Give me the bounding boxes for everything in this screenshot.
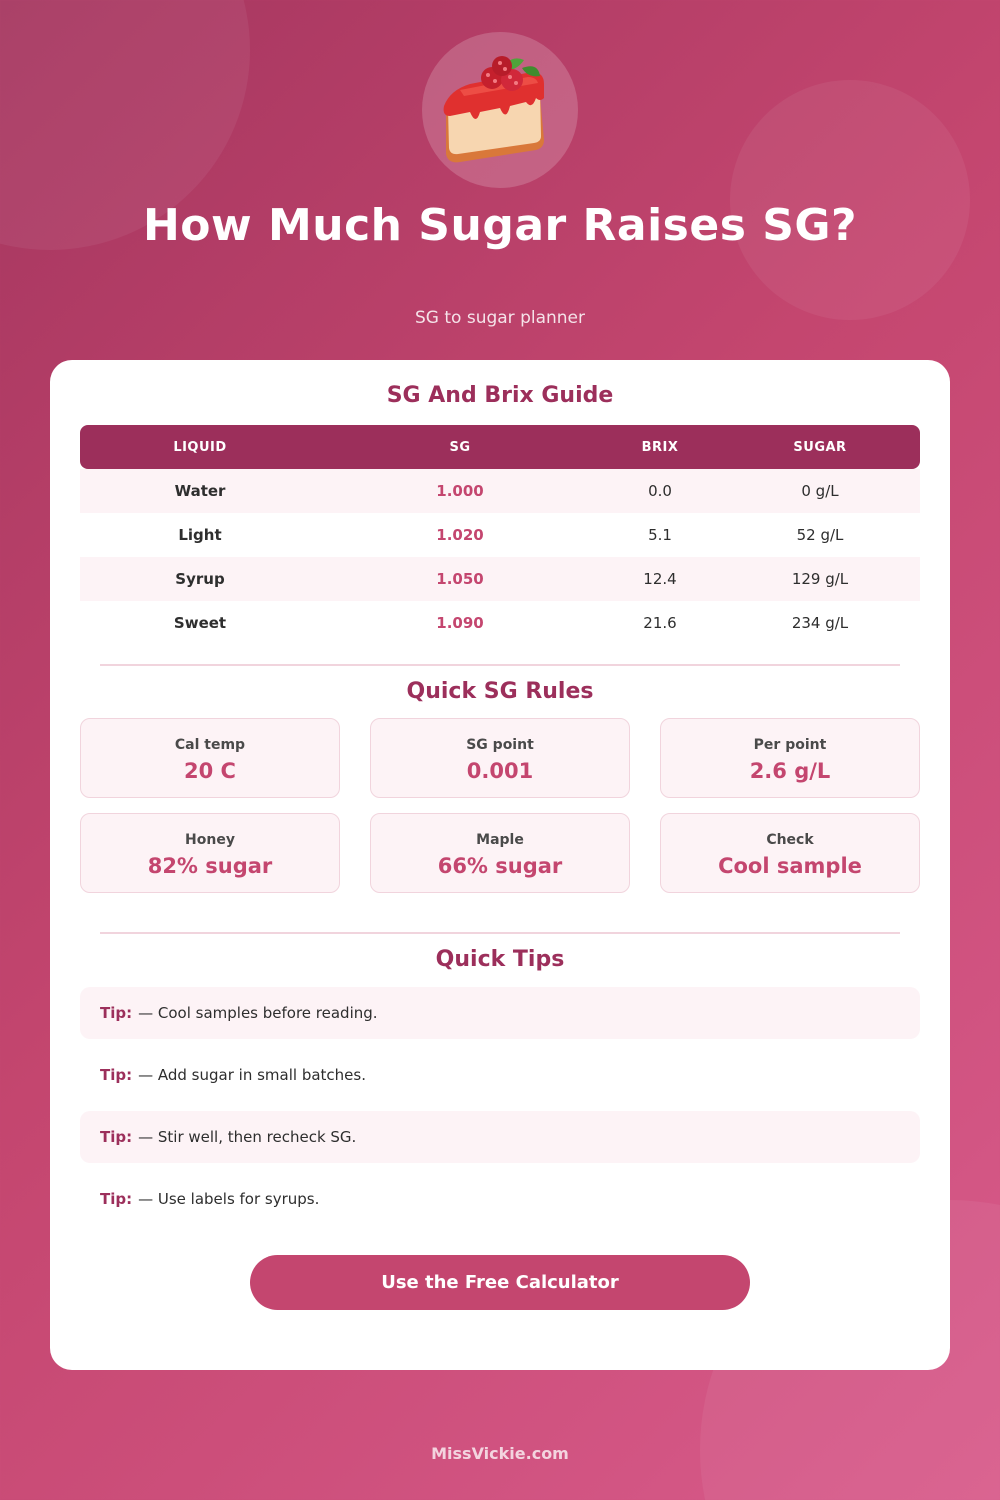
- page-title: How Much Sugar Raises SG?: [142, 200, 858, 251]
- rule-value: 82% sugar: [147, 854, 273, 878]
- rule-label: Per point: [753, 737, 827, 753]
- cell-brix: 0.0: [648, 482, 672, 500]
- cell-brix: 5.1: [648, 526, 672, 544]
- column-header-sugar: SUGAR: [793, 439, 847, 455]
- rule-label: Check: [766, 832, 814, 848]
- cell-liquid: Sweet: [173, 614, 227, 632]
- column-header-liquid: LIQUID: [173, 439, 227, 455]
- cheesecake-icon: [422, 32, 578, 188]
- tip-text: — Add sugar in small batches.: [138, 1066, 366, 1084]
- sg-brix-table: [80, 425, 920, 645]
- cell-sugar: 129 g/L: [791, 570, 849, 588]
- tip-prefix: Tip:: [100, 1190, 133, 1208]
- cell-sg: 1.090: [436, 614, 484, 632]
- tip-text: — Use labels for syrups.: [138, 1190, 320, 1208]
- rule-card: [660, 718, 920, 798]
- tip-text: — Cool samples before reading.: [138, 1004, 378, 1022]
- table-row: [80, 469, 920, 513]
- cell-brix: 21.6: [643, 614, 677, 632]
- column-header-brix: BRIX: [641, 439, 679, 455]
- list-item: [80, 987, 920, 1039]
- cell-sg: 1.000: [436, 482, 484, 500]
- rule-value: 20 C: [184, 759, 236, 783]
- cell-liquid: Light: [178, 526, 222, 544]
- table-row: [80, 557, 920, 601]
- list-item: [80, 1111, 920, 1163]
- cell-sg: 1.020: [436, 526, 484, 544]
- section-divider: [100, 932, 900, 934]
- tips-title: Quick Tips: [435, 947, 565, 972]
- cell-sugar: 52 g/L: [796, 526, 844, 544]
- table-header: [80, 425, 920, 469]
- rule-value: 0.001: [466, 759, 534, 783]
- cell-liquid: Water: [174, 482, 226, 500]
- guide-title: SG And Brix Guide: [386, 383, 614, 408]
- column-header-sg: SG: [449, 439, 471, 455]
- tip-prefix: Tip:: [100, 1066, 133, 1084]
- list-item: [80, 1173, 920, 1225]
- rule-value: 2.6 g/L: [749, 759, 831, 783]
- footer-brand-link[interactable]: MissVickie.com: [431, 1444, 569, 1463]
- list-item: [80, 1049, 920, 1101]
- free-calculator-button[interactable]: Use the Free Calculator: [250, 1255, 750, 1310]
- tip-text: — Stir well, then recheck SG.: [138, 1128, 357, 1146]
- section-divider: [100, 664, 900, 666]
- rule-card: [660, 813, 920, 893]
- rule-label: Honey: [185, 832, 235, 848]
- rule-label: SG point: [466, 737, 534, 753]
- rules-title: Quick SG Rules: [406, 679, 594, 704]
- page-subtitle: SG to sugar planner: [415, 308, 585, 328]
- cell-sugar: 234 g/L: [791, 614, 849, 632]
- rule-value: Cool sample: [718, 854, 862, 878]
- tip-prefix: Tip:: [100, 1004, 133, 1022]
- rule-card: [80, 718, 340, 798]
- tip-prefix: Tip:: [100, 1128, 133, 1146]
- rule-card: [370, 813, 630, 893]
- cell-liquid: Syrup: [175, 570, 225, 588]
- cell-sugar: 0 g/L: [801, 482, 839, 500]
- content-card: [50, 360, 950, 1370]
- rule-label: Cal temp: [174, 737, 246, 753]
- cell-sg: 1.050: [436, 570, 484, 588]
- cell-brix: 12.4: [643, 570, 677, 588]
- rule-value: 66% sugar: [437, 854, 563, 878]
- table-row: [80, 601, 920, 645]
- rule-card: [80, 813, 340, 893]
- rule-card: [370, 718, 630, 798]
- rule-label: Maple: [476, 832, 524, 848]
- table-row: [80, 513, 920, 557]
